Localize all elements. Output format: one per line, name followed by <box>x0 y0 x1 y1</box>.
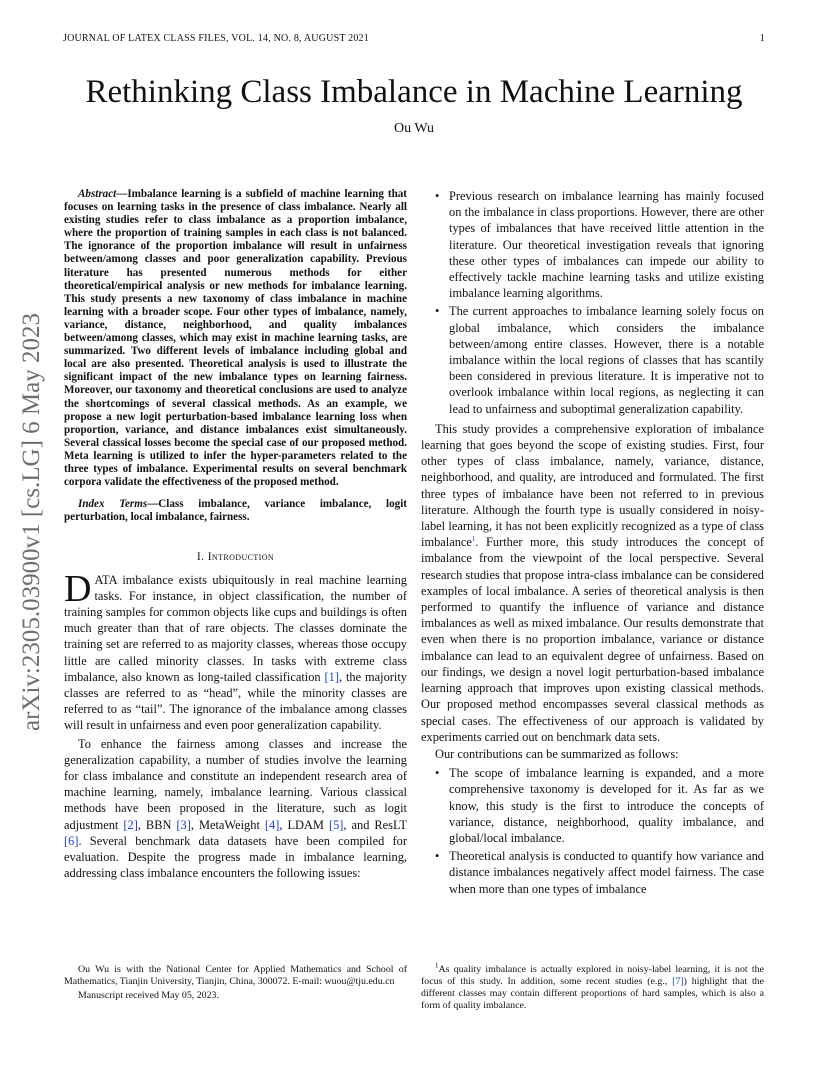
right-column <box>421 188 764 901</box>
footnote-1 <box>421 961 765 1012</box>
inline-text: , BBN <box>137 817 177 832</box>
abstract <box>64 188 407 489</box>
footnote-lead: As quality imbalance is actually explored in noisy-label learning, it is not the focus of this study. In addition, some recent studies (e.g., <box>421 964 764 987</box>
citation-link[interactable]: [1] <box>324 669 339 684</box>
citation-link[interactable]: [4] <box>264 817 280 832</box>
section-numeral: I. <box>196 551 208 564</box>
list-item: • The current approaches to imbalance learning solely focus on global imbalance, which considers the imbalance between/among entire classes. However, there is a notable imbalance within the local regions of classes that has scantily been considered in previous literature. It is imperative not to overlook imbalance within local regions, as neglecting it can lead to unfairness and suboptimal generalization capability. <box>449 303 764 416</box>
arxiv-sidebar <box>18 282 48 762</box>
arxiv-identifier[interactable]: arXiv:2305.03900v1 [cs.LG] 6 May 2023 <box>18 313 45 731</box>
index-terms-text: —Class imbalance, variance imbalance, logit perturbation, local imbalance, fairness. <box>64 498 407 524</box>
affiliation-text: Ou Wu is with the National Center for Applied Mathematics and School of Mathematics, Tianjin University, Tianjin, China, 300072. E-mail: wuou@tju.edu.cn <box>64 964 407 987</box>
intro-p2-text: To enhance the fairness among classes and increase the generalization capability, a number of studies involve the learning for class imbalance and constitute an independent research area of machine learning, namely, imbalance learning. Various classical methods have been proposed in the literature, such as logit adjustment <box>64 736 407 832</box>
abstract-text: —Imbalance learning is a subfield of machine learning that focuses on learning tasks in the presence of class imbalance. Nearly all existing studies refer to class imbalance as a proportion imbalance, where the proportion of training samples in each class is not balanced. The ignorance of the proportion imbalance will result in unfairness between/among classes and poor generalization capability. Previous literature has presented numerous methods for either theoretical/empirical analysis or new methods for imbalance learning. This study presents a new taxonomy of class imbalance in machine learning with a broader scope. Four other types of imbalance, namely, variance, distance, neighborhood, and quality imbalances between/among classes, which may exist in machine learning tasks, are summarized. Two different levels of imbalance including global and local are also presented. Theoretical analysis is used to illustrate the significant impact of the new imbalance types on learning fairness. Moreover, our taxonomy and theoretical conclusions are used to analyze the shortcomings of several classical methods. As an example, we propose a new logit perturbation-based imbalance learning loss when proportion, variance, and distance imbalances exist simultaneously. Several classical losses become the special case of our proposed method. Meta learning is utilized to infer the hyper-parameters related to the three types of imbalance. Experimental results on several benchmark corpora validate the effectiveness of the proposed method. <box>64 188 407 489</box>
dropcap: D <box>64 567 92 610</box>
list-item: • The scope of imbalance learning is expanded, and a more comprehensive taxonomy is developed for it. As far as we know, this study is the first to introduce the concepts of variance, distance, neighborhood, quality imbalance, and global/local imbalance. <box>449 765 764 846</box>
index-terms-label: Index Terms <box>78 498 148 511</box>
citation-link[interactable]: [2] <box>123 817 138 832</box>
author-name: Ou Wu <box>393 121 434 136</box>
running-header <box>63 33 765 44</box>
affiliation-footnote <box>64 964 407 1002</box>
citation-link[interactable]: [3] <box>176 817 191 832</box>
intro-p1-tail: , the majority classes are referred to as “head”, while the minority classes are referred to as “tail”. The ignorance of the imbalance among classes will result in unfairness and even poor generalization capability. <box>64 669 407 733</box>
footnote-marker[interactable]: 1 <box>471 535 476 544</box>
page-number: 1 <box>759 33 765 44</box>
study-text: This study provides a comprehensive exploration of imbalance learning that goes beyond the scope of existing studies. First, four other types of class imbalance, namely, variance, distance, neighborhood, and quality, are introduced and formulated. The first three types of imbalance have been not referred to in previous literature. Although the fourth type is usually considered in noisy-label learning, it has not been explicitly recognized as a type of class imbalance <box>421 421 764 550</box>
footnote-number: 1 <box>435 961 439 970</box>
contributions-list <box>421 765 764 897</box>
contributions-intro: Our contributions can be summarized as follows: <box>435 746 679 761</box>
paper-title: Rethinking Class Imbalance in Machine Learning <box>85 74 743 110</box>
issues-list <box>421 188 764 417</box>
journal-name: JOURNAL OF LATEX CLASS FILES, VOL. 14, NO. 8, AUGUST 2021 <box>63 33 369 44</box>
intro-p2-tail: . Several benchmark data datasets have been compiled for evaluation. Despite the progress made in imbalance learning, addressing class imbalance encounters the following issues: <box>64 833 407 881</box>
section-title: Introduction <box>207 551 275 564</box>
list-item: • Previous research on imbalance learning has mainly focused on the imbalance in class proportions. However, there are other types of imbalances that have received little attention in the literature. Our theoretical investigation reveals that ignoring these other types of imbalances can impede our ability to effectively tackle machine learning tasks and utilize existing imbalance learning algorithms. <box>449 188 764 301</box>
inline-text: , MetaWeight <box>190 817 265 832</box>
footnote-tail: ) highlight that the different classes may contain different proportions of hard samples, which is also a form of quality imbalance. <box>421 976 765 1011</box>
study-paragraph <box>421 421 764 745</box>
intro-paragraph-1 <box>64 567 407 734</box>
intro-paragraph-2 <box>64 736 407 882</box>
citation-link[interactable]: [7] <box>672 976 684 987</box>
intro-p1-text: ATA imbalance exists ubiquitously in real machine learning tasks. For instance, in object classification, the number of training samples for common objects like cups and buildings is often much greater than that of rare objects. The classes dominate the training set are referred to as majority classes, whereas those occupy little are called minority classes. In tasks with extreme class imbalance, also known as long-tailed classification <box>64 572 407 684</box>
list-item: • Theoretical analysis is conducted to quantify how variance and distance imbalances negatively affect model fairness. The case when more than one types of imbalance <box>449 848 764 897</box>
manuscript-received: Manuscript received May 05, 2023. <box>78 990 219 1001</box>
index-terms <box>64 498 407 524</box>
section-heading <box>64 549 407 565</box>
footnote-text <box>421 961 765 1012</box>
inline-text: , LDAM <box>279 817 329 832</box>
citation-link[interactable]: [6] <box>64 833 79 848</box>
study-text-tail: . Further more, this study introduces the concept of imbalance from the viewpoint of the local perspective. Several research studies that propose intra-class imbalance can be considered examples of local imbalance. A series of theoretical analysis is then performed to quantify the influence of variance and distance imbalances as well as mixed imbalance. Our results demonstrate that even when there is no proportion imbalance, variance or distance imbalance can lead to an equivalent degree of unfairness. Based on our findings, we design a novel logit perturbation-based imbalance learning approach that improves upon existing classical methods. Our proposed method encompasses several classical methods as special cases. The effectiveness of our approach is validated by experiments carried out on benchmark data sets. <box>421 535 764 744</box>
abstract-label: Abstract <box>78 188 117 200</box>
left-column <box>64 188 407 881</box>
inline-text: , and ResLT <box>343 817 407 832</box>
citation-link[interactable]: [5] <box>328 817 344 832</box>
